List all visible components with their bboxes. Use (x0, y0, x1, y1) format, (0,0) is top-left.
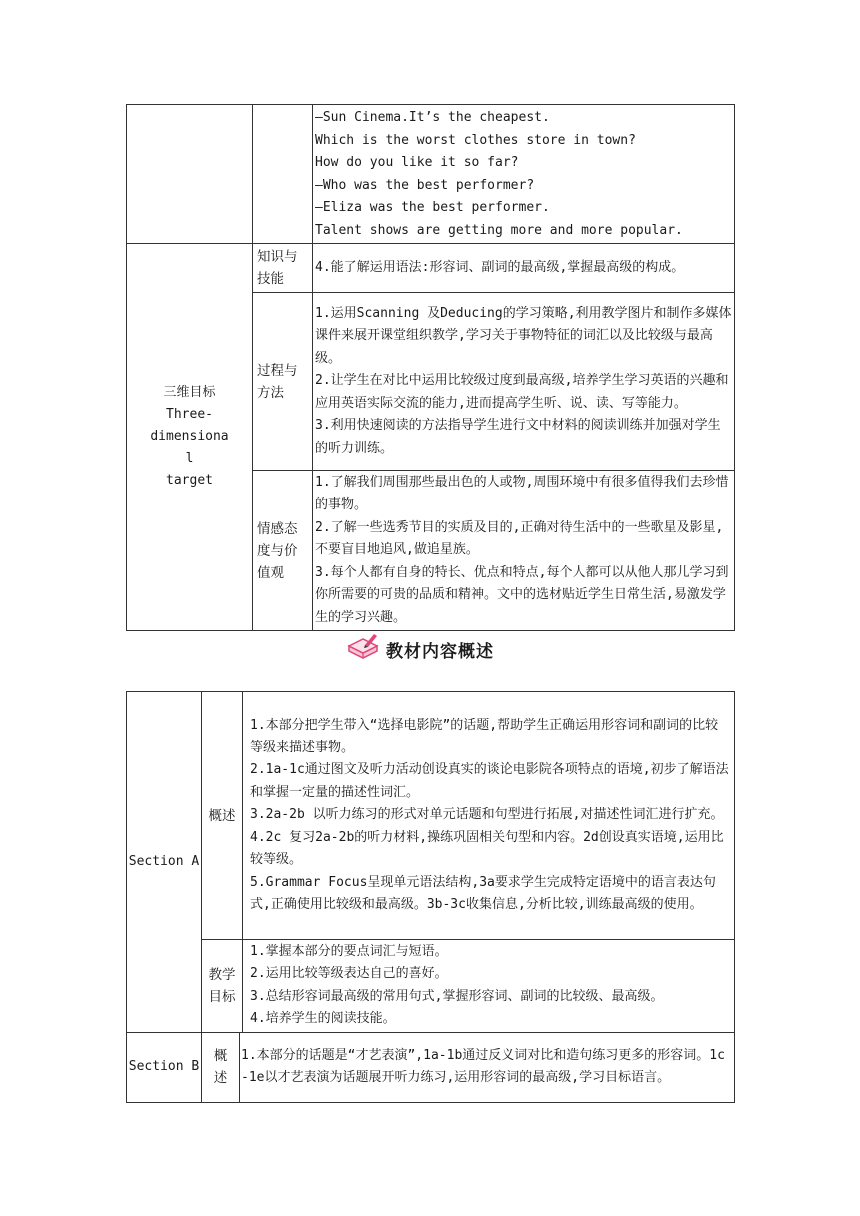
teaching-goals-table (126, 104, 735, 631)
sentence-line: Talent shows are getting more and more popular. (315, 222, 683, 238)
table-row (127, 1032, 735, 1102)
process-methods-text (313, 293, 735, 471)
list-item: 3.总结形容词最高级的常用句式,掌握形容词、副词的比较级、最高级。 (250, 988, 664, 1004)
section-banner (346, 632, 494, 666)
key-sentences-cell (313, 105, 735, 244)
table-row (127, 940, 735, 1033)
list-item: 3.每个人都有自身的特长、优点和特点,每个人都可以从他人那儿学习到你所需要的可贵的品质和精神。文中的选材贴近学生日常生活,易激发学生的学习兴趣。 (315, 564, 729, 625)
list-item: 2.了解一些选秀节目的实质及目的,正确对待生活中的一些歌星及影星,不要盲目地追风,做追星族。 (315, 519, 724, 558)
list-item: 2.运用比较等级表达自己的喜好。 (250, 966, 448, 982)
content-overview-table (126, 691, 735, 1103)
section-a-goals-label: 教学目标 (202, 940, 243, 1033)
emotion-attitude-text (313, 471, 735, 631)
section-b-label: Section B (127, 1032, 202, 1102)
book-pencil-icon (346, 632, 380, 666)
sentence-line: How do you like it so far? (315, 155, 519, 170)
sentence-line: —Sun Cinema.It’s the cheapest. (315, 110, 550, 125)
list-item: 2.让学生在对比中运用比较级过度到最高级,培养学生学习英语的兴趣和应用英语实际交流的能力,进而提高学生听、说、读、写等能力。 (315, 373, 729, 411)
section-b-overview-text: 1.本部分的话题是“才艺表演”,1a-1b通过反义词对比和造句练习更多的形容词。1c-1e以才艺表演为话题展开听力练习,运用形容词的最高级,学习目标语言。 (240, 1032, 735, 1102)
sentence-line: —Eliza was the best performer. (315, 200, 550, 215)
section-b-overview-label: 概述 (202, 1032, 240, 1102)
three-dimensional-goals-label: 三维目标 Three-dimensiona l target (127, 244, 253, 631)
section-a-label: Section A (127, 692, 202, 1033)
list-item: 3.2a-2b 以听力练习的形式对单元话题和句型进行拓展,对描述性词汇进行扩充。 (250, 807, 724, 823)
section-a-goals-text (243, 940, 735, 1033)
knowledge-skills-text: 4.能了解运用语法:形容词、副词的最高级,掌握最高级的构成。 (313, 244, 735, 293)
list-item: 4.2c 复习2a-2b的听力材料,操练巩固相关句型和内容。2d创设真实语境,运用比较等级。 (250, 829, 724, 868)
list-item: 5.Grammar Focus呈现单元语法结构,3a要求学生完成特定语境中的语言表达句式,正确使用比较级和最高级。3b-3c收集信息,分析比较,训练最高级的使用。 (250, 874, 716, 912)
list-item: 1.了解我们周围那些最出色的人或物,周围环境中有很多值得我们去珍惜的事物。 (315, 475, 729, 513)
table-row (127, 692, 735, 940)
emotion-attitude-label: 情感态度与价值观 (253, 471, 313, 631)
table-row (127, 244, 735, 293)
process-methods-label: 过程与方法 (253, 293, 313, 471)
table-row (127, 105, 735, 244)
knowledge-skills-label: 知识与技能 (253, 244, 313, 293)
list-item: 1.本部分把学生带入“选择电影院”的话题,帮助学生正确运用形容词和副词的比较等级来描述事物。 (250, 717, 719, 756)
list-item: 2.1a-1c通过图文及听力活动创设真实的谈论电影院各项特点的语境,初步了解语法和掌握一定量的描述性词汇。 (250, 762, 729, 800)
list-item: 4.培养学生的阅读技能。 (250, 1011, 396, 1027)
section-a-overview-text (243, 692, 735, 940)
section-title: 教材内容概述 (386, 641, 494, 662)
list-item: 3.利用快速阅读的方法指导学生进行文中材料的阅读训练并加强对学生的听力训练。 (315, 418, 721, 456)
list-item: 1.掌握本部分的要点词汇与短语。 (250, 944, 448, 959)
list-item: 1.运用Scanning 及Deducing的学习策略,利用教学图片和制作多媒体课件来展开课堂组织教学,学习关于事物特征的词汇以及比较级与最高级。 (315, 306, 732, 366)
section-a-overview-label: 概述 (202, 692, 243, 940)
sentence-line: Which is the worst clothes store in town? (315, 132, 636, 148)
sentence-line: —Who was the best performer? (315, 177, 535, 193)
